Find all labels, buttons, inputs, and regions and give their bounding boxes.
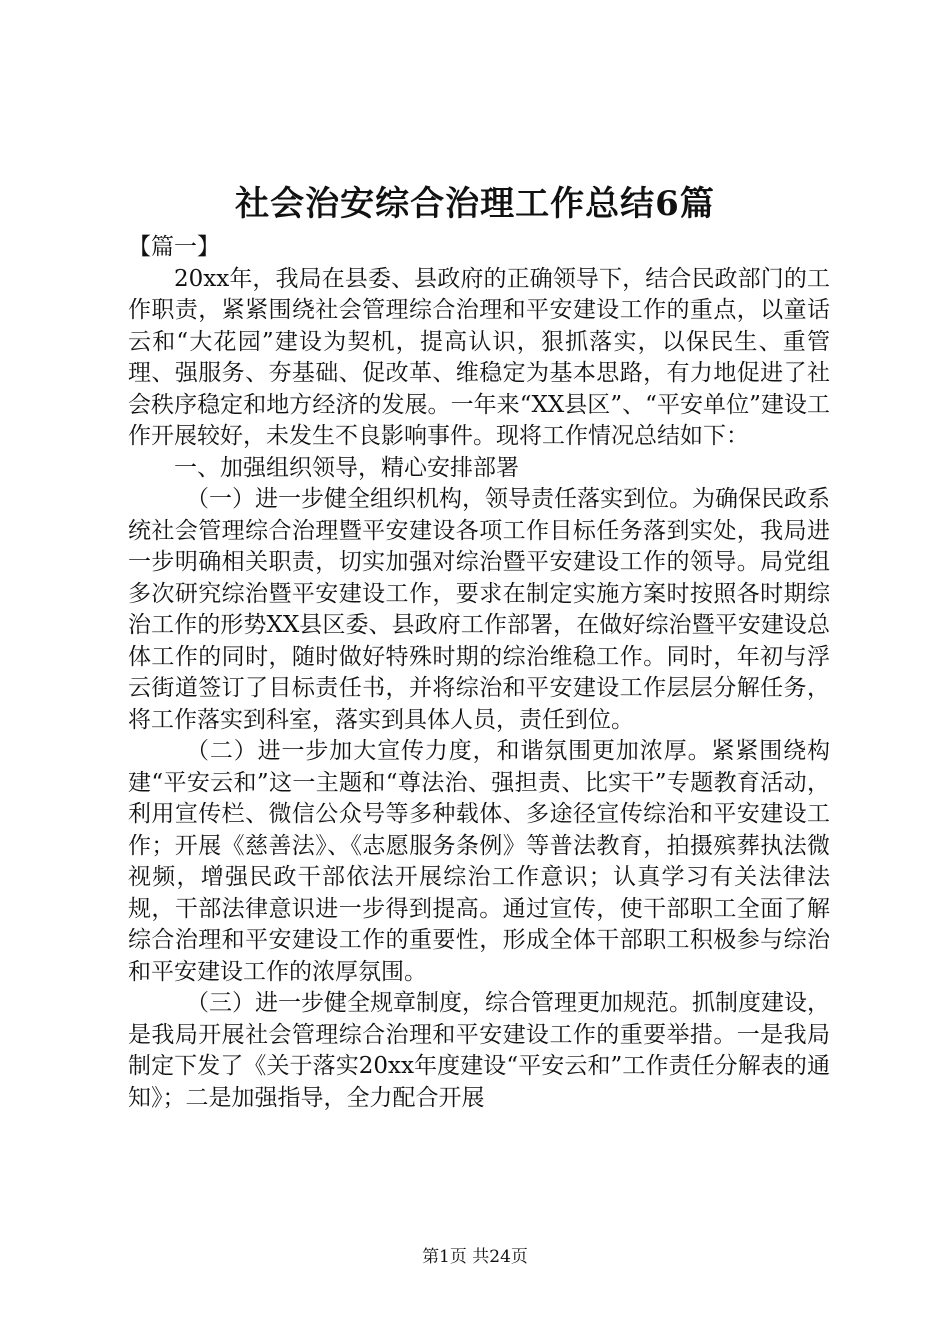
page-footer: 第1页 共24页: [422, 1247, 528, 1267]
paragraph-sub-2: （二）进一步加大宣传力度，和谐氛围更加浓厚。紧紧围绕构建“平安云和”这一主题和“尊法治、强担责、比实干”专题教育活动，利用宣传栏、微信公众号等多种载体、多途径宣传综治和平安建设工作；开展《慈善法》、《志愿服务条例》等普法教育，拍摄殡葬执法微视频，增强民政干部依法开展综治工作意识；认真学习有关法律法规，干部法律意识进一步得到提高。通过宣传，使干部职工全面了解综合治理和平安建设工作的重要性，形成全体干部职工积极参与综治和平安建设工作的浓厚氛围。: [128, 738, 830, 985]
section-label: 【篇一】: [128, 234, 220, 260]
paragraph-sub-1: （一）进一步健全组织机构，领导责任落实到位。为确保民政系统社会管理综合治理暨平安建设各项工作目标任务落到实处，我局进一步明确相关职责，切实加强对综治暨平安建设工作的领导。局党组多次研究综治暨平安建设工作，要求在制定实施方案时按照各时期综治工作的形势XX县区委、县政府工作部署，在做好综治暨平安建设总体工作的同时，随时做好特殊时期的综治维稳工作。同时，年初与浮云街道签订了目标责任书，并将综治和平安建设工作层层分解任务，将工作落实到科室，落实到具体人员，责任到位。: [128, 486, 830, 733]
section-heading-1: 一、加强组织领导，精心安排部署: [174, 454, 519, 481]
document-title: 社会治安综合治理工作总结6篇: [235, 184, 715, 224]
paragraph-intro: 20xx年，我局在县委、县政府的正确领导下，结合民政部门的工作职责，紧紧围绕社会管理综合治理和平安建设工作的重点，以童话云和“大花园”建设为契机，提高认识，狠抓落实，以保民生、重管理、强服务、夯基础、促改革、维稳定为基本思路，有力地促进了社会秩序稳定和地方经济的发展。一年来“XX县区”、“平安单位”建设工作开展较好，未发生不良影响事件。现将工作情况总结如下：: [128, 265, 830, 449]
document-body: [128, 232, 830, 1114]
paragraph-sub-3: （三）进一步健全规章制度，综合管理更加规范。抓制度建设，是我局开展社会管理综合治理和平安建设工作的重要举措。一是我局制定下发了《关于落实20xx年度建设“平安云和”工作责任分解表的通知》；二是加强指导，全力配合开展: [128, 990, 830, 1111]
